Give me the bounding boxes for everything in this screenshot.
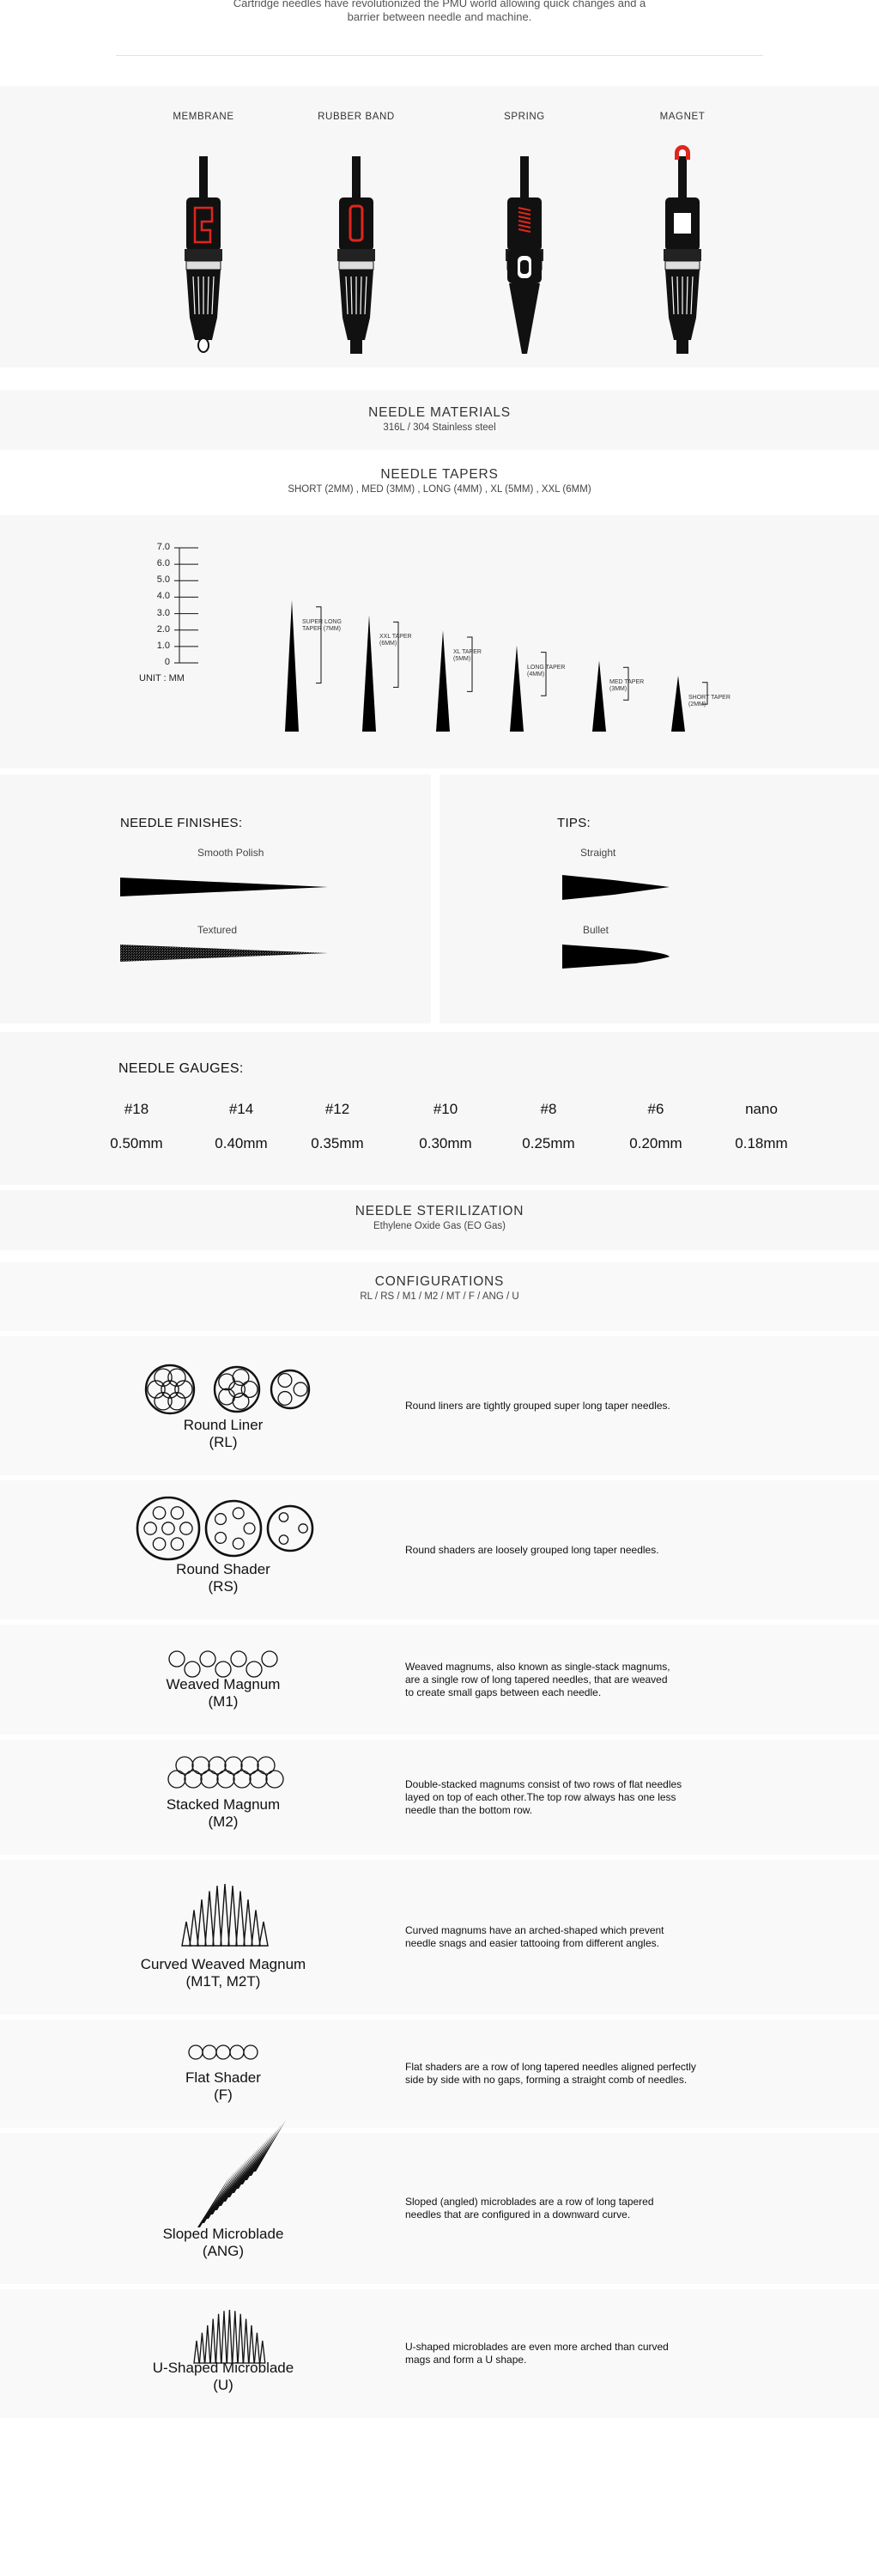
- taper-bracket: [541, 653, 546, 696]
- scale-tick-label: 1.0: [156, 640, 170, 651]
- textured-needle: [120, 945, 328, 962]
- taper-label-1-line1: XXL TAPER: [379, 634, 412, 641]
- intro-line-1: Cartridge needles have revolutionized the PMU world allowing quick changes and a: [233, 0, 646, 9]
- taper-bracket: [467, 637, 472, 691]
- scale-tick-label: 6.0: [156, 558, 170, 569]
- config-5-desc-line-0: Flat shaders are a row of long tapered needles aligned perfectly: [405, 2061, 696, 2073]
- bullet-tip: [562, 945, 670, 969]
- gauge-4-diameter: 0.25mm: [522, 1135, 575, 1151]
- config-2-desc-line-0: Weaved magnums, also known as single-stack magnums,: [405, 1661, 670, 1673]
- tapers-subtitle: SHORT (2MM) , MED (3MM) , LONG (4MM) , XL (5MM) , XXL (6MM): [288, 484, 591, 495]
- smooth-polish-needle: [120, 878, 328, 896]
- config-4-desc-line-0: Curved magnums have an arched-shaped which prevent: [405, 1924, 664, 1936]
- materials-subtitle: 316L / 304 Stainless steel: [383, 422, 496, 433]
- config-row-0: [0, 1336, 879, 1475]
- taper-bracket: [316, 607, 321, 683]
- taper-label-4-line1: MED TAPER: [609, 679, 645, 686]
- gauge-1-diameter: 0.40mm: [215, 1135, 268, 1151]
- taper-label-5-line2: (2MM): [688, 701, 706, 708]
- config-row-5: [0, 2020, 879, 2128]
- config-0-icon: [94, 1336, 352, 1475]
- config-6-description: [405, 2196, 774, 2221]
- gauge-3-number: #10: [433, 1101, 458, 1117]
- config-2-name: Weaved Magnum: [166, 1676, 281, 1692]
- config-2-desc-line-2: to create small gaps between each needle.: [405, 1686, 602, 1698]
- materials-title: NEEDLE MATERIALS: [368, 405, 511, 420]
- taper-bracket: [702, 683, 707, 704]
- config-2-description: [405, 1661, 774, 1699]
- config-1-description: [405, 1544, 774, 1557]
- cartridge-label-spring: SPRING: [504, 112, 545, 122]
- tapers-header: [0, 455, 879, 510]
- config-row-1: [0, 1480, 879, 1619]
- cartridge-illustrations: [0, 86, 879, 368]
- tip-bullet-label: Bullet: [583, 924, 609, 936]
- taper-needle: [671, 676, 685, 732]
- config-3-desc-line-0: Double-stacked magnums consist of two rows of flat needles: [405, 1778, 682, 1790]
- gauges-section: [0, 1032, 879, 1185]
- taper-needle: [362, 615, 376, 732]
- config-0-name: Round Liner: [183, 1417, 264, 1433]
- config-6-code: (ANG): [202, 2243, 245, 2259]
- config-4-desc-line-1: needle snags and easier tattooing from different angles.: [405, 1937, 659, 1949]
- gauge-5-number: #6: [647, 1101, 664, 1117]
- gauge-0-number: #18: [124, 1101, 149, 1117]
- scale-tick-label: 5.0: [156, 574, 170, 586]
- taper-label-5-line1: SHORT TAPER: [688, 694, 730, 701]
- configurations-header: [0, 1262, 879, 1331]
- cartridge-rubber-band-illustration: [337, 156, 375, 354]
- taper-bracket: [623, 667, 628, 700]
- gauge-3-diameter: 0.30mm: [419, 1135, 472, 1151]
- taper-label-4-line2: (3MM): [609, 686, 627, 693]
- config-0-desc-line-0: Round liners are tightly grouped super long taper needles.: [405, 1400, 670, 1412]
- taper-bracket: [393, 622, 398, 687]
- taper-label-2-line2: (5MM): [453, 656, 471, 662]
- divider: [116, 55, 763, 56]
- taper-label-3-line2: (4MM): [527, 671, 545, 677]
- config-0-description: [405, 1400, 774, 1413]
- config-5-code: (F): [214, 2087, 233, 2103]
- taper-label-0-line2: TAPER (7MM): [302, 625, 341, 632]
- scale-tick-label: 7.0: [156, 542, 170, 552]
- taper-label-1-line2: (6MM): [379, 641, 397, 647]
- sterilization-title: NEEDLE STERILIZATION: [355, 1204, 524, 1218]
- config-7-icon: [94, 2289, 352, 2418]
- config-6-icon: [94, 2133, 352, 2284]
- config-1-icon: [94, 1480, 352, 1619]
- cartridge-magnet-illustration: [664, 145, 701, 354]
- taper-needles: [0, 515, 879, 769]
- config-4-icon: [94, 1860, 352, 2014]
- gauge-1-number: #14: [228, 1101, 254, 1117]
- taper-needle: [510, 646, 524, 732]
- finish-tip-illustrations: [0, 775, 879, 1024]
- taper-label-3-line1: LONG TAPER: [527, 664, 566, 671]
- taper-label-2-line1: XL TAPER: [453, 649, 482, 655]
- tip-straight-label: Straight: [580, 847, 616, 859]
- gauge-2-diameter: 0.35mm: [311, 1135, 364, 1151]
- config-7-desc-line-1: mags and form a U shape.: [405, 2354, 527, 2366]
- taper-label-0-line1: SUPER LONG: [302, 618, 342, 625]
- gauge-6-number: nano: [745, 1101, 778, 1117]
- configurations-title: CONFIGURATIONS: [374, 1274, 505, 1289]
- config-3-description: [405, 1778, 774, 1817]
- scale-tick-label: 0: [164, 657, 170, 667]
- config-row-3: [0, 1740, 879, 1855]
- config-row-7: [0, 2289, 879, 2418]
- config-5-desc-line-1: side by side with no gaps, forming a straight comb of needles.: [405, 2074, 688, 2086]
- scale-tick-label: 3.0: [156, 607, 170, 618]
- config-6-desc-line-1: needles that are configured in a downward curve.: [405, 2208, 631, 2221]
- config-1-code: (RS): [208, 1578, 239, 1595]
- config-3-desc-line-2: needle than the bottom row.: [405, 1804, 533, 1816]
- config-5-name: Flat Shader: [185, 2069, 261, 2086]
- config-2-code: (M1): [208, 1693, 239, 1710]
- config-7-description: [405, 2341, 774, 2366]
- cartridge-label-magnet: MAGNET: [659, 112, 706, 122]
- cartridge-membrane-illustration: [185, 156, 222, 352]
- config-7-name: U-Shaped Microblade: [152, 2360, 294, 2376]
- config-4-name: Curved Weaved Magnum: [140, 1956, 306, 1972]
- tips-title: TIPS:: [557, 816, 591, 830]
- unit-label: UNIT : MM: [139, 673, 185, 683]
- gauge-5-diameter: 0.20mm: [629, 1135, 682, 1151]
- config-row-6: [0, 2133, 879, 2284]
- scale-tick-label: 4.0: [156, 591, 170, 602]
- gauge-4-number: #8: [540, 1101, 557, 1117]
- taper-needle: [285, 600, 299, 732]
- taper-needle: [436, 630, 450, 732]
- config-5-description: [405, 2061, 774, 2087]
- taper-needle: [592, 660, 606, 732]
- scale-tick-label: 2.0: [156, 623, 170, 635]
- config-3-name: Stacked Magnum: [166, 1796, 281, 1813]
- finish-smooth-label: Smooth Polish: [197, 847, 264, 859]
- tapers-title: NEEDLE TAPERS: [380, 467, 499, 482]
- cartridge-spring-illustration: [506, 156, 543, 354]
- intro-text: [0, 0, 879, 24]
- cartridge-label-rubber-band: RUBBER BAND: [318, 112, 395, 122]
- config-6-desc-line-0: Sloped (angled) microblades are a row of long tapered: [405, 2196, 654, 2208]
- config-7-desc-line-0: U-shaped microblades are even more arched than curved: [405, 2341, 669, 2353]
- config-1-name: Round Shader: [176, 1561, 270, 1577]
- config-0-code: (RL): [209, 1434, 238, 1450]
- config-3-code: (M2): [208, 1814, 239, 1830]
- straight-tip: [562, 875, 670, 900]
- config-1-desc-line-0: Round shaders are loosely grouped long taper needles.: [405, 1544, 659, 1556]
- config-3-desc-line-1: layed on top of each other.The top row always has one less: [405, 1791, 676, 1803]
- gauge-6-diameter: 0.18mm: [735, 1135, 788, 1151]
- sterilization-subtitle: Ethylene Oxide Gas (EO Gas): [373, 1221, 506, 1231]
- cartridge-label-membrane: MEMBRANE: [173, 112, 234, 122]
- gauges-title: NEEDLE GAUGES:: [118, 1061, 244, 1076]
- config-2-desc-line-1: are a single row of long tapered needles, that are weaved: [405, 1674, 668, 1686]
- configurations-subtitle: RL / RS / M1 / M2 / MT / F / ANG / U: [360, 1291, 519, 1302]
- config-row-4: [0, 1860, 879, 2014]
- config-4-code: (M1T, M2T): [185, 1973, 261, 1990]
- config-7-code: (U): [213, 2377, 233, 2393]
- gauge-2-number: #12: [324, 1101, 350, 1117]
- intro-line-2: barrier between needle and machine.: [347, 10, 532, 23]
- config-6-name: Sloped Microblade: [162, 2226, 284, 2242]
- gauge-0-diameter: 0.50mm: [110, 1135, 163, 1151]
- materials-section: [0, 390, 879, 450]
- config-4-description: [405, 1924, 774, 1950]
- config-row-2: [0, 1625, 879, 1735]
- finish-textured-label: Textured: [197, 924, 238, 936]
- sterilization-section: [0, 1190, 879, 1250]
- finishes-title: NEEDLE FINISHES:: [120, 816, 243, 830]
